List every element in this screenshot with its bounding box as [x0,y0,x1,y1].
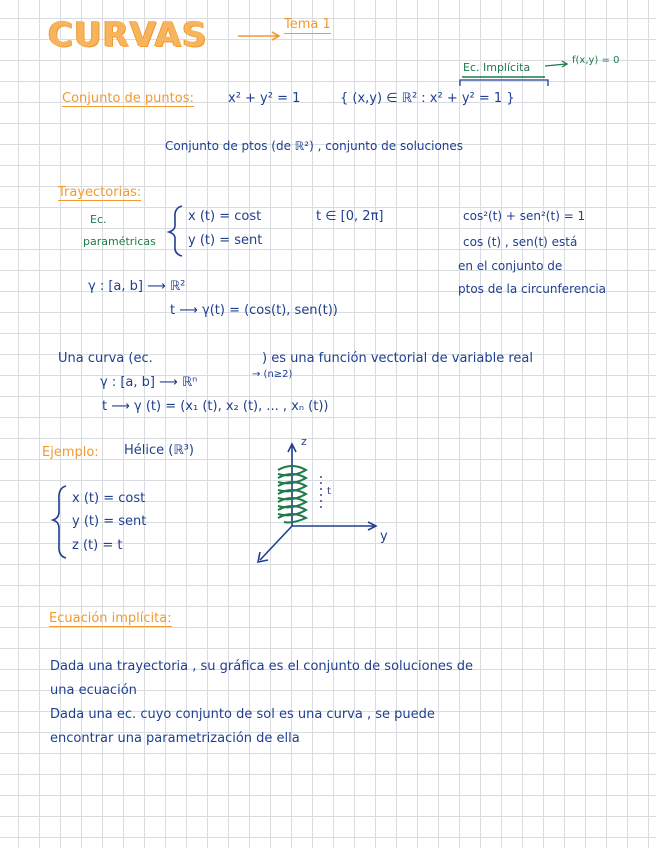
y-axis [292,522,376,530]
ecuacion-implicita-label: Ecuación implícita: [49,611,172,626]
implicita-formula: f(x,y) = 0 [572,55,620,66]
page-title: CURVAS [48,15,208,55]
axis-y-label: y [380,529,388,544]
axis-z-label: z [301,435,307,448]
trig-identity: cos²(t) + sen²(t) = 1 [463,209,586,223]
solution-set: { (x,y) ∈ ℝ² : x² + y² = 1 } [340,91,515,106]
conjunto-description: Conjunto de ptos (de ℝ²) , conjunto de soluciones [165,139,464,153]
title-arrow-icon [238,32,279,40]
param-x-equation: x (t) = cost [188,209,262,224]
param-label-line2: paramétricas [83,235,156,248]
helix-x-equation: x (t) = cost [72,491,146,506]
gamma-map-rule: t ⟶ γ(t) = (cos(t), sen(t)) [170,303,338,318]
circle-equation: x² + y² = 1 [228,91,301,106]
param-y-equation: y (t) = sent [188,233,263,248]
curve-definition-1a: Una curva (ec. [58,351,153,366]
circle-note-2: en el conjunto de [458,259,563,273]
curve-definition-1b: ) es una función vectorial de variable real [262,351,533,366]
trayectorias-label: Trayectorias: [58,185,142,200]
gamma-map-domain: γ : [a, b] ⟶ ℝ² [88,279,186,294]
helix-brace [53,486,66,558]
param-brace [169,206,182,256]
implicita-label: Ec. Implícita [463,61,531,74]
helix-y-equation: y (t) = sent [72,514,147,529]
implicita-paragraph-1b: una ecuación [50,683,137,698]
implicita-paragraph-2b: encontrar una parametrización de ella [50,731,300,746]
circle-note-3: ptos de la circunferencia [458,282,607,296]
set-overbrace [460,80,548,86]
x-axis [258,526,292,562]
helix-title: Hélice (ℝ³) [124,443,194,458]
param-interval: t ∈ [0, 2π] [316,209,384,224]
tema-label: Tema 1 [284,17,331,32]
implicita-paragraph-1a: Dada una trayectoria , su gráfica es el conjunto de soluciones de [50,659,473,674]
helix-pitch-label: t [327,486,331,497]
helix-z-equation: z (t) = t [72,538,123,553]
implicita-arrow-icon [545,61,567,67]
conjunto-label: Conjunto de puntos: [62,91,194,106]
param-label-line1: Ec. [90,213,107,226]
ejemplo-label: Ejemplo: [42,445,99,460]
curve-map-note: → (n≥2) [252,369,293,380]
implicita-paragraph-2a: Dada una ec. cuyo conjunto de sol es una curva , se puede [50,707,435,722]
circle-note-1: cos (t) , sen(t) está [463,235,578,249]
curve-map-rule: t ⟶ γ (t) = (x₁ (t), x₂ (t), ... , xₙ (t)) [102,399,329,414]
curve-map-domain: γ : [a, b] ⟶ ℝⁿ [100,375,198,390]
